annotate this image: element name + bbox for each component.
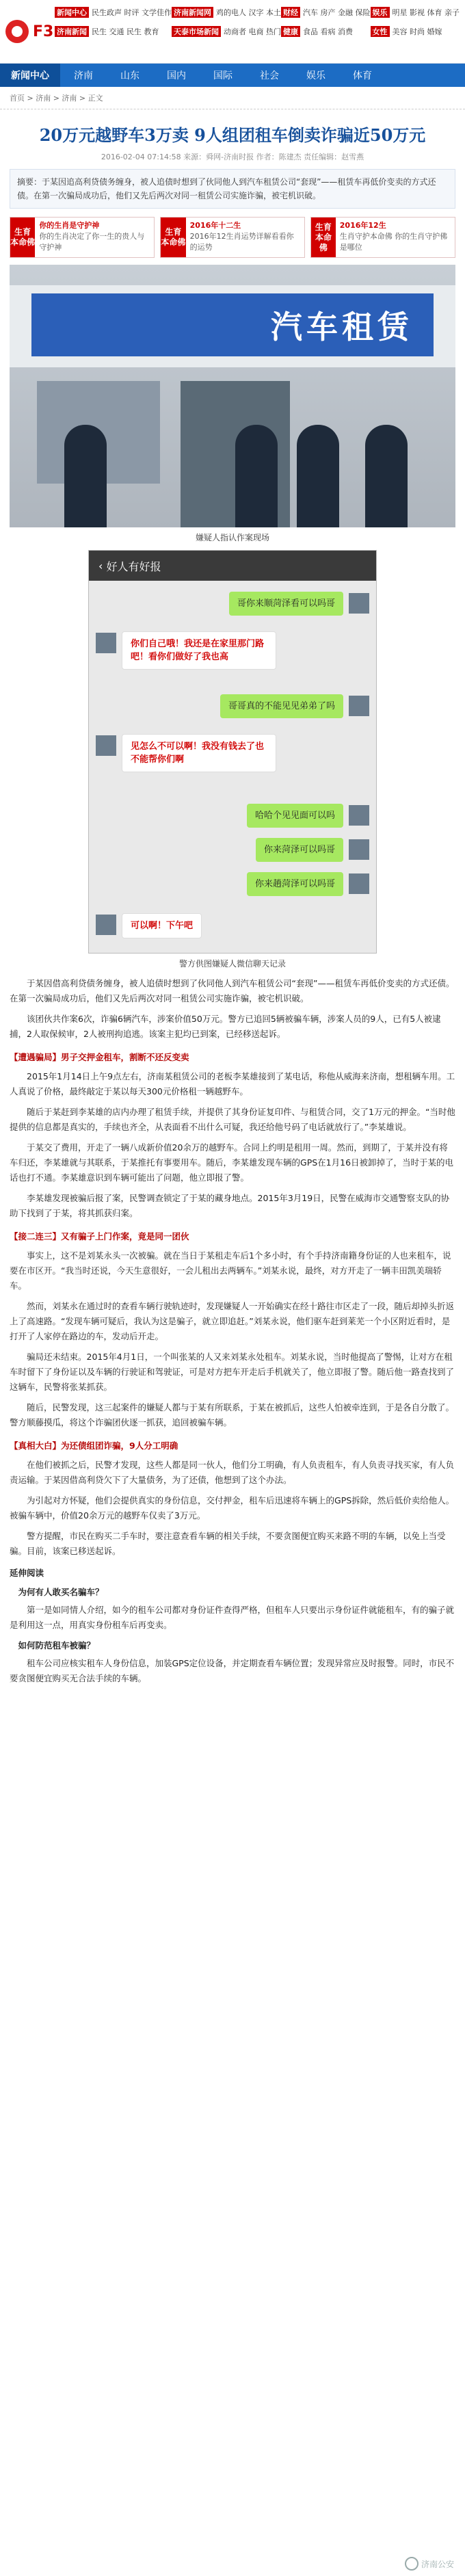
- chat-bubble: 你们自己哦！我还是在家里那门路吧！看你们做好了我也高: [122, 631, 276, 670]
- ad-tag: 生育 本命佛: [311, 218, 336, 257]
- tips-heading: 延伸阅读: [10, 1568, 44, 1578]
- nav-item[interactable]: 国内: [167, 70, 186, 81]
- chat-bubble: 哈哈个见见面可以吗: [247, 804, 343, 828]
- article-meta: 2016-02-04 07:14:58 来源：舜网-济南时报 作者：陈建杰 责任编辑：赵雪燕: [101, 153, 364, 161]
- nav-item[interactable]: 体育: [353, 70, 372, 81]
- ad-body: 2016年12生 生肖守护本命佛 你的生肖守护佛是哪位: [339, 221, 448, 252]
- top-nav-item[interactable]: 财经 汽车 房产 金融 保险: [281, 3, 371, 22]
- paragraph: 于某交了费用，开走了一辆八成新价值20余万的越野车。合同上约明是租用一周。然而，到期了，于某并没有将车归还，李某雄就与其联系，于某推托有事要用车。随后，李某雄发现车辆的GPS在1月16日被卸掉了，当时于某的电话也打不通。李某雄意识到车辆可能出了问题，他立即报了警。: [10, 1142, 454, 1183]
- nav-item[interactable]: 国际: [213, 70, 232, 81]
- top-nav-item[interactable]: 济南新闻 民生 交通 民生 教育: [55, 22, 172, 41]
- top-header: [0, 0, 465, 64]
- breadcrumb: 首页 > 济南 > 济南 > 正文: [0, 87, 465, 109]
- avatar: [349, 873, 369, 894]
- ad-row: [10, 217, 455, 258]
- article-summary: 摘要：于某因追高利贷债务缠身，被人追债时想到了伙同他人到汽车租赁公司“套现”——租赁车再低价变卖的方式还债。在第一次骗局成功后，他们又先后两次对同一租赁公司实施诈骗，被宅机识破。: [10, 169, 455, 209]
- section-heading: 【接二连三】又有骗子上门作案，竟是同一团伙: [10, 1231, 189, 1241]
- paragraph: 事实上，这不是刘某永头一次被骗。就在当日于某租走车后1个多小时，有个手持济南籍身份证的人也来租车，说要在市区开。“我当时还说，今天生意很好，一会儿租出去两辆车。”刘某永说，最终，对方开走了一辆丰田凯美瑞轿车。: [10, 1250, 451, 1291]
- nav-item[interactable]: 山东: [120, 70, 140, 81]
- ad-tag: 生育 本命佛: [161, 218, 186, 257]
- chat-bubble: 见怎么不可以啊！我没有钱去了也不能帮你们啊: [122, 734, 276, 772]
- chat-screenshot: [88, 550, 377, 954]
- tip-question: 如何防范租车被骗？: [18, 1640, 96, 1651]
- watermark: [405, 2557, 454, 2571]
- chat-bubble: 你来菏泽可以吗哥: [256, 838, 343, 862]
- avatar: [349, 839, 369, 860]
- person-figure: [297, 425, 339, 527]
- article-title: 20万元越野车3万卖 9人组团租车倒卖诈骗近50万元: [39, 125, 426, 145]
- site-logo[interactable]: [0, 0, 55, 63]
- top-nav-item[interactable]: 天泰市场新闻 动商者 电商 热门: [172, 22, 281, 41]
- top-nav-item[interactable]: 新闻中心 民生政声 时评 文学佳作: [55, 3, 172, 22]
- back-arrow-icon: ‹: [98, 559, 107, 573]
- paragraph: 李某雄发现被骗后报了案，民警调查锁定了于某的藏身地点。2015年3月19日，民警在威海市交通警察支队的协助下找到了于某，将其抓获归案。: [10, 1193, 450, 1218]
- top-nav-item[interactable]: 健康 食品 看病 消费: [281, 22, 371, 41]
- top-nav-grid: [55, 0, 465, 63]
- paragraph: 于某因借高利贷债务缠身，被人追债时想到了伙同他人到汽车租赁公司“套现”——租赁车再低价变卖的方式还债。在第一次骗局成功后，他们又先后两次对同一租赁公司实施诈骗，被宅机识破。: [10, 978, 455, 1003]
- scene-photo: [10, 265, 455, 527]
- chat-title: 好人有好报: [106, 560, 161, 573]
- photo-caption: 嫌疑人指认作案现场: [195, 533, 269, 542]
- ad-tag: 生育 本命佛: [10, 218, 35, 257]
- paragraph: 在他们被抓之后，民警才发现，这些人都是同一伙人，他们分工明确，有人负责租车，有人负责寻找买家，有人负责运输。于某因借高利贷欠下了大量债务，为了还债，他想到了这个办法。: [10, 1460, 455, 1485]
- paragraph: 然而，刘某永在通过时的查看车辆行驶轨迹时，发现嫌疑人一开始确实在经十路往市区走了一段，随后却掉头折返上了高速路。“发现车辆可疑后，我认为这是骗子，就立即追赶。”刘某永说，他们驱车赶到莱芜一个小区附近看时，是打开了人家停在路边的车，发动后开走。: [10, 1301, 455, 1341]
- logo-text: F3: [33, 23, 54, 40]
- tip-question: 为何有人敢买名骗车？: [18, 1587, 104, 1597]
- ad-box[interactable]: [310, 217, 455, 258]
- section-heading: 【真相大白】为还债组团诈骗，9人分工明确: [10, 1441, 178, 1451]
- ad-body: 你的生肖是守护神 你的生肖决定了你一生的贵人与守护神: [39, 221, 145, 252]
- paragraph: 该团伙共作案6次，诈骗6辆汽车，涉案价值50万元。警方已追回5辆被骗车辆，涉案人员的9人，已有5人被逮捕，2人取保候审，2人被刑拘追逃。该案主犯均已到案，已经移送起诉。: [10, 1014, 441, 1039]
- main-nav: [0, 64, 465, 87]
- avatar: [96, 915, 116, 935]
- person-figure: [365, 425, 408, 527]
- ad-box[interactable]: [10, 217, 155, 258]
- nav-item[interactable]: 娱乐: [306, 70, 326, 81]
- paragraph: 随后于某赶到李某雄的店内办理了租赁手续，并提供了其身份证复印件、与租赁合同，交了1万元的押金。“当时他提供的信息都是真实的，手续也齐全，从表面看不出什么可疑，我还给他号码了电话就放行了。”李某雄说。: [10, 1107, 455, 1132]
- paragraph: 随后，民警发现，这三起案件的嫌疑人都与于某有所联系，于某在被抓后，这些人怕被牵连到，于是各自分散了。警方顺藤摸瓜，将这个诈骗团伙逐一抓获，追回被骗车辆。: [10, 1402, 455, 1428]
- tip-answer: 第一是如同情人介绍，如今的租车公司都对身份证件查得严格，但租车人只要出示身份证件就能租车，有的骗子就是利用这一点，用真实身份租车后再变卖。: [10, 1605, 455, 1630]
- section-heading: 【遭遇骗局】男子交押金租车，割断不还反变卖: [10, 1052, 189, 1062]
- chat-title-bar: [89, 551, 376, 581]
- top-nav-item[interactable]: 济南新闻网 鸡的电人 汉字 本土: [172, 3, 281, 22]
- paragraph: 警方提醒，市民在购买二手车时，要注意查看车辆的相关手续，不要贪图便宜购买来路不明的车辆，以免上当受骗。目前，该案已移送起诉。: [10, 1531, 446, 1556]
- top-nav-item[interactable]: 娱乐 明星 影视 体育 亲子: [371, 3, 460, 22]
- chat-bubble: 你来趟菏泽可以吗哥: [247, 872, 343, 896]
- wechat-icon: [405, 2557, 418, 2571]
- nav-item[interactable]: 济南: [74, 70, 93, 81]
- nav-home[interactable]: 新闻中心: [0, 64, 60, 87]
- chat-caption: 警方供图嫌疑人微信聊天记录: [178, 959, 286, 969]
- person-figure: [64, 425, 107, 527]
- avatar: [349, 696, 369, 716]
- chat-bubble: 哥哥真的不能见见弟弟了吗: [220, 694, 343, 718]
- avatar: [349, 593, 369, 614]
- shop-sign: 汽车租赁: [31, 293, 434, 356]
- avatar: [349, 805, 369, 826]
- ad-body: 2016年十二生 2016年12生肖运势详解看看你的运势: [189, 221, 294, 252]
- watermark-text: 济南公安: [421, 2559, 454, 2569]
- person-figure: [235, 425, 278, 527]
- paragraph: 2015年1月14日上午9点左右，济南某租赁公司的老板李某雄接到了某电话，称他从威海来济南，想租辆车用。工人真说了价格，最终敲定于某以每天300元价格租一辆越野车。: [10, 1071, 455, 1096]
- ad-box[interactable]: [160, 217, 305, 258]
- chat-bubble: 哥你来顺菏泽看可以吗哥: [229, 592, 343, 616]
- nav-item[interactable]: 社会: [260, 70, 279, 81]
- top-nav-item[interactable]: 女性 美容 时尚 婚嫁: [371, 22, 460, 41]
- article-body: [0, 976, 465, 1686]
- logo-mark-icon: [5, 20, 29, 43]
- avatar: [96, 735, 116, 756]
- avatar: [96, 633, 116, 653]
- chat-bubble: 可以啊！下午吧: [122, 913, 202, 938]
- paragraph: 骗局还未结束。2015年4月1日，一个叫张某的人又来刘某永处租车。刘某永说，当时他提高了警惕，让对方在租车时留下了身份证以及车辆的行驶证和驾驶证，可是对方把车开走后手机就关了，他立即报了警。随后他一路查找到了这辆车，民警将张某抓获。: [10, 1352, 455, 1392]
- tip-answer: 租车公司应核实租车人身份信息，加装GPS定位设备，并定期查看车辆位置；发现异常应及时报警。同时，市民不要贪图便宜购买无合法手续的车辆。: [10, 1658, 455, 1683]
- paragraph: 为引起对方怀疑，他们会提供真实的身份信息，交付押金，租车后迅速将车辆上的GPS拆除，然后低价卖给他人。被骗车辆中，价值20余万元的越野车仅卖了3万元。: [10, 1495, 455, 1521]
